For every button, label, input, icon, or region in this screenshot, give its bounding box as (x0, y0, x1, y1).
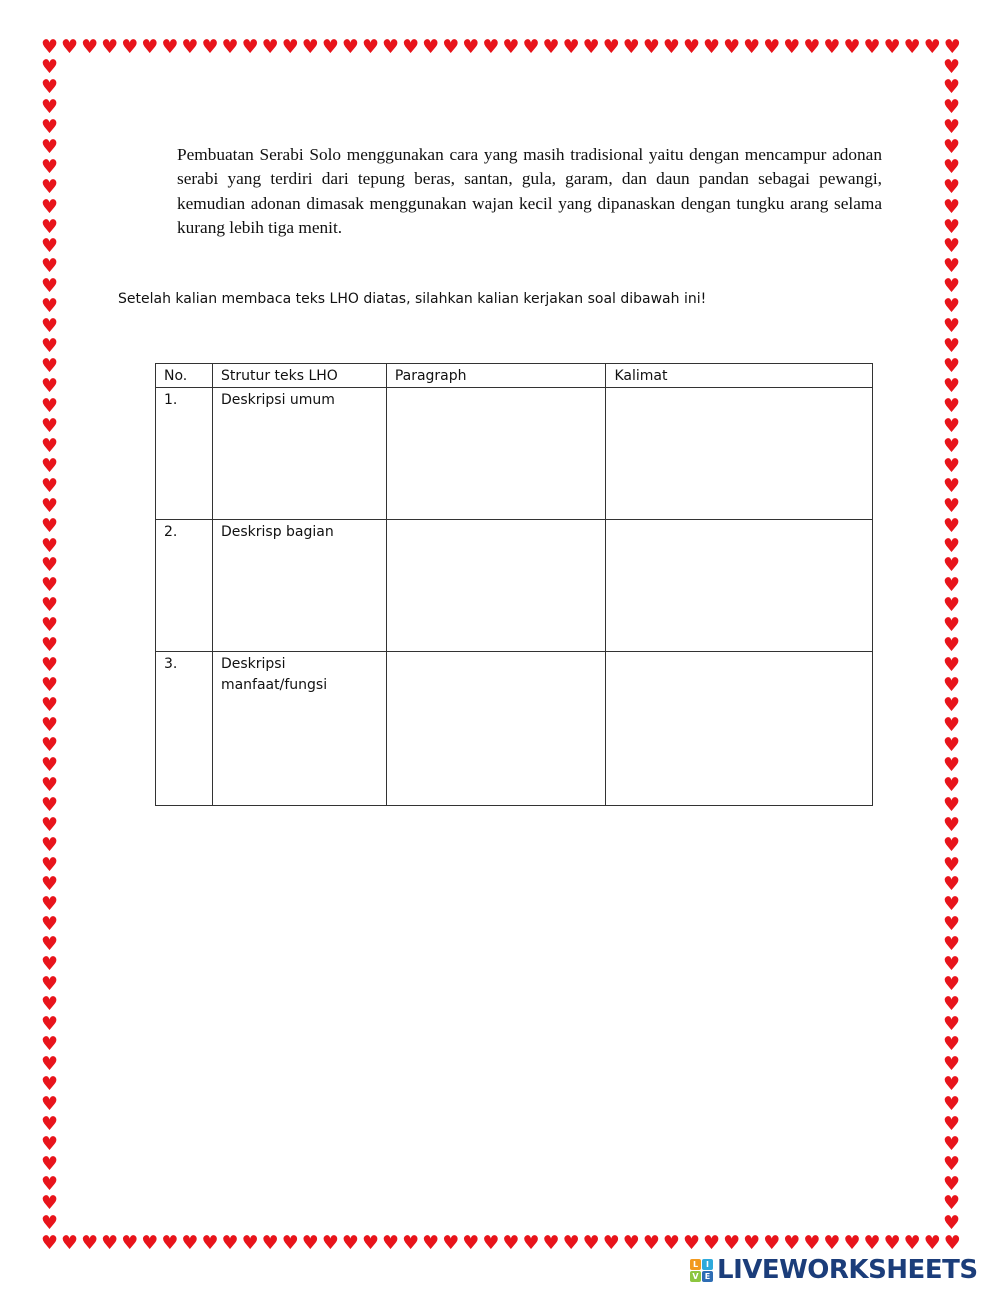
heart-icon: ♥ (422, 1232, 440, 1254)
heart-icon: ♥ (442, 1232, 460, 1254)
heart-icon: ♥ (522, 36, 540, 58)
heart-icon: ♥ (942, 494, 961, 517)
heart-icon: ♥ (462, 36, 480, 58)
heart-icon: ♥ (40, 355, 59, 378)
heart-icon: ♥ (942, 594, 961, 617)
heart-icon: ♥ (942, 235, 961, 258)
logo-tile: L (690, 1259, 701, 1270)
heart-icon: ♥ (763, 1232, 781, 1254)
heart-icon: ♥ (942, 215, 961, 238)
heart-icon: ♥ (40, 95, 59, 118)
heart-icon: ♥ (942, 135, 961, 158)
heart-icon: ♥ (942, 1092, 961, 1115)
answer-cell-paragraph[interactable] (386, 652, 606, 806)
heart-icon: ♥ (942, 414, 961, 437)
heart-icon: ♥ (40, 1112, 59, 1135)
heart-icon: ♥ (942, 833, 961, 856)
heart-icon: ♥ (502, 1232, 520, 1254)
heart-icon: ♥ (40, 953, 59, 976)
table-row (156, 520, 873, 652)
heart-icon: ♥ (141, 1232, 159, 1254)
heart-icon: ♥ (803, 1232, 821, 1254)
heart-icon: ♥ (923, 1232, 941, 1254)
heart-icon: ♥ (40, 135, 59, 158)
heart-icon: ♥ (40, 893, 59, 916)
heart-icon: ♥ (40, 1232, 59, 1254)
heart-icon: ♥ (542, 1232, 560, 1254)
heart-icon: ♥ (40, 1152, 59, 1175)
heart-icon: ♥ (942, 993, 961, 1016)
heart-icon: ♥ (301, 1232, 319, 1254)
heart-icon: ♥ (903, 36, 921, 58)
logo-tile: I (702, 1259, 713, 1270)
heart-icon: ♥ (942, 355, 961, 378)
lho-structure-table (155, 363, 873, 806)
heart-icon: ♥ (482, 36, 500, 58)
heart-icon: ♥ (40, 873, 59, 896)
heart-icon: ♥ (40, 753, 59, 776)
heart-icon: ♥ (942, 195, 961, 218)
heart-icon: ♥ (201, 36, 219, 58)
answer-cell-sentence[interactable] (606, 388, 873, 520)
heart-icon: ♥ (40, 155, 59, 178)
heart-icon: ♥ (101, 1232, 119, 1254)
heart-icon: ♥ (942, 634, 961, 657)
header-paragraph: Paragraph (386, 364, 606, 388)
heart-icon: ♥ (40, 554, 59, 577)
heart-icon: ♥ (942, 713, 961, 736)
heart-icon: ♥ (682, 36, 701, 58)
heart-icon: ♥ (883, 36, 901, 58)
answer-cell-paragraph[interactable] (386, 520, 606, 652)
row-number: 1. (156, 388, 213, 520)
heart-icon: ♥ (942, 813, 961, 836)
header-sentence: Kalimat (606, 364, 873, 388)
heart-icon: ♥ (662, 36, 680, 58)
heart-icon: ♥ (40, 1072, 59, 1095)
heart-icon: ♥ (341, 1232, 359, 1254)
heart-icon: ♥ (241, 36, 259, 58)
heart-icon: ♥ (682, 1232, 701, 1254)
heart-icon: ♥ (40, 1192, 59, 1215)
heart-icon: ♥ (942, 913, 961, 936)
heart-icon: ♥ (942, 434, 961, 457)
heart-icon: ♥ (942, 853, 961, 876)
heart-icon: ♥ (101, 36, 119, 58)
heart-icon: ♥ (602, 1232, 620, 1254)
heart-icon: ♥ (942, 1112, 961, 1135)
heart-icon: ♥ (181, 36, 199, 58)
logo-text: LIVEWORKSHEETS (717, 1255, 978, 1285)
header-no: No. (156, 364, 213, 388)
heart-icon: ♥ (221, 36, 239, 58)
heart-icon: ♥ (942, 295, 961, 318)
heart-icon: ♥ (40, 933, 59, 956)
heart-border-top (40, 38, 962, 58)
heart-icon: ♥ (942, 375, 961, 397)
heart-border-left (40, 58, 60, 1234)
heart-icon: ♥ (942, 733, 961, 756)
heart-icon: ♥ (161, 1232, 179, 1254)
heart-icon: ♥ (843, 36, 861, 58)
heart-icon: ♥ (40, 853, 59, 876)
heart-icon: ♥ (942, 1172, 961, 1195)
heart-icon: ♥ (942, 335, 961, 358)
heart-icon: ♥ (562, 1232, 580, 1254)
heart-icon: ♥ (883, 1232, 901, 1254)
heart-icon: ♥ (40, 235, 59, 258)
heart-icon: ♥ (942, 1013, 961, 1035)
logo-tile: V (690, 1271, 701, 1282)
heart-icon: ♥ (181, 1232, 199, 1254)
heart-icon: ♥ (40, 175, 59, 198)
heart-icon: ♥ (361, 1232, 380, 1254)
heart-icon: ♥ (942, 1052, 961, 1075)
heart-icon: ♥ (40, 1172, 59, 1195)
heart-icon: ♥ (582, 1232, 600, 1254)
heart-icon: ♥ (942, 1192, 961, 1215)
heart-icon: ♥ (40, 394, 59, 417)
heart-icon: ♥ (763, 36, 781, 58)
heart-icon: ♥ (942, 315, 961, 338)
liveworksheets-logo (690, 1253, 978, 1287)
heart-icon: ♥ (40, 315, 59, 338)
row-structure: Deskrisp bagian (212, 520, 386, 652)
heart-icon: ♥ (161, 36, 179, 58)
heart-icon: ♥ (942, 454, 961, 477)
heart-icon: ♥ (942, 574, 961, 597)
heart-icon: ♥ (943, 36, 961, 58)
row-number: 3. (156, 652, 213, 806)
heart-icon: ♥ (40, 534, 59, 557)
heart-icon: ♥ (40, 275, 59, 298)
heart-icon: ♥ (843, 1232, 861, 1254)
heart-icon: ♥ (40, 414, 59, 437)
heart-icon: ♥ (81, 36, 99, 58)
heart-icon: ♥ (522, 1232, 540, 1254)
heart-icon: ♥ (642, 36, 660, 58)
heart-icon: ♥ (382, 36, 400, 58)
heart-icon: ♥ (942, 95, 961, 118)
heart-icon: ♥ (622, 1232, 640, 1254)
heart-icon: ♥ (823, 1232, 841, 1254)
heart-icon: ♥ (723, 1232, 741, 1254)
heart-icon: ♥ (942, 56, 961, 78)
heart-icon: ♥ (942, 1212, 961, 1235)
heart-icon: ♥ (40, 474, 59, 497)
heart-icon: ♥ (261, 36, 279, 58)
heart-icon: ♥ (562, 36, 580, 58)
heart-icon: ♥ (942, 1132, 961, 1155)
heart-icon: ♥ (542, 36, 560, 58)
logo-icon (690, 1259, 713, 1282)
heart-icon: ♥ (40, 1052, 59, 1075)
heart-icon: ♥ (40, 1092, 59, 1115)
heart-icon: ♥ (942, 933, 961, 956)
heart-icon: ♥ (281, 36, 299, 58)
heart-icon: ♥ (40, 614, 59, 637)
heart-icon: ♥ (40, 494, 59, 517)
heart-icon: ♥ (341, 36, 359, 58)
heart-icon: ♥ (462, 1232, 480, 1254)
heart-icon: ♥ (942, 474, 961, 497)
heart-icon: ♥ (40, 295, 59, 318)
heart-icon: ♥ (40, 813, 59, 836)
heart-icon: ♥ (942, 255, 961, 278)
heart-icon: ♥ (40, 1032, 59, 1055)
heart-icon: ♥ (942, 534, 961, 557)
heart-icon: ♥ (40, 654, 59, 677)
heart-icon: ♥ (662, 1232, 680, 1254)
heart-icon: ♥ (40, 75, 59, 98)
heart-border-right (942, 58, 962, 1234)
heart-icon: ♥ (642, 1232, 660, 1254)
heart-icon: ♥ (723, 36, 741, 58)
heart-icon: ♥ (823, 36, 841, 58)
heart-icon: ♥ (40, 195, 59, 218)
heart-icon: ♥ (40, 913, 59, 936)
heart-icon: ♥ (201, 1232, 219, 1254)
heart-icon: ♥ (40, 115, 59, 138)
heart-icon: ♥ (402, 1232, 420, 1254)
heart-icon: ♥ (442, 36, 460, 58)
heart-icon: ♥ (942, 175, 961, 198)
heart-icon: ♥ (942, 873, 961, 896)
heart-icon: ♥ (783, 36, 801, 58)
heart-icon: ♥ (81, 1232, 99, 1254)
heart-icon: ♥ (40, 1013, 59, 1035)
heart-icon: ♥ (942, 155, 961, 178)
heart-icon: ♥ (942, 1152, 961, 1175)
heart-icon: ♥ (40, 1132, 59, 1155)
heart-icon: ♥ (622, 36, 640, 58)
heart-icon: ♥ (281, 1232, 299, 1254)
heart-icon: ♥ (942, 773, 961, 796)
heart-icon: ♥ (40, 674, 59, 697)
heart-icon: ♥ (361, 36, 380, 58)
heart-icon: ♥ (863, 1232, 881, 1254)
heart-icon: ♥ (321, 36, 339, 58)
heart-icon: ♥ (942, 753, 961, 776)
heart-icon: ♥ (942, 75, 961, 98)
heart-icon: ♥ (942, 275, 961, 298)
heart-icon: ♥ (803, 36, 821, 58)
heart-icon: ♥ (482, 1232, 500, 1254)
heart-icon: ♥ (703, 1232, 721, 1254)
heart-icon: ♥ (942, 694, 961, 716)
heart-icon: ♥ (40, 694, 59, 716)
heart-icon: ♥ (40, 713, 59, 736)
heart-icon: ♥ (382, 1232, 400, 1254)
heart-icon: ♥ (40, 335, 59, 358)
heart-icon: ♥ (942, 674, 961, 697)
heart-icon: ♥ (40, 36, 59, 58)
heart-icon: ♥ (261, 1232, 279, 1254)
heart-icon: ♥ (40, 993, 59, 1016)
heart-icon: ♥ (301, 36, 319, 58)
heart-icon: ♥ (321, 1232, 339, 1254)
heart-icon: ♥ (40, 574, 59, 597)
heart-icon: ♥ (40, 634, 59, 657)
heart-icon: ♥ (40, 833, 59, 856)
heart-icon: ♥ (502, 36, 520, 58)
row-structure: Deskripsi manfaat/fungsi (212, 652, 386, 806)
heart-icon: ♥ (783, 1232, 801, 1254)
heart-icon: ♥ (40, 733, 59, 756)
heart-icon: ♥ (942, 654, 961, 677)
heart-icon: ♥ (942, 614, 961, 637)
heart-icon: ♥ (422, 36, 440, 58)
heart-icon: ♥ (61, 36, 79, 58)
logo-tile: E (702, 1271, 713, 1282)
heart-icon: ♥ (40, 793, 59, 816)
heart-icon: ♥ (923, 36, 941, 58)
answer-cell-sentence[interactable] (606, 520, 873, 652)
heart-icon: ♥ (942, 554, 961, 577)
heart-icon: ♥ (743, 36, 761, 58)
table-row (156, 652, 873, 806)
heart-icon: ♥ (221, 1232, 239, 1254)
instruction-text: Setelah kalian membaca teks LHO diatas, silahkan kalian kerjakan soal dibawah ini! (118, 291, 707, 307)
heart-icon: ♥ (942, 394, 961, 417)
heart-icon: ♥ (942, 953, 961, 976)
heart-icon: ♥ (40, 255, 59, 278)
heart-icon: ♥ (863, 36, 881, 58)
intro-paragraph: Pembuatan Serabi Solo menggunakan cara yang masih tradisional yaitu dengan mencampur adonan serabi yang terdiri dari tepung beras, santan, gula, garam, dan daun pandan sebagai pewangi, kemudian adonan dimasak menggunakan wajan kecil yang dipanaskan dengan tungku arang selama kurang lebih tiga menit. (177, 145, 882, 237)
header-structure: Strutur teks LHO (212, 364, 386, 388)
heart-icon: ♥ (942, 793, 961, 816)
answer-cell-paragraph[interactable] (386, 388, 606, 520)
heart-icon: ♥ (40, 375, 59, 397)
heart-icon: ♥ (942, 115, 961, 138)
heart-icon: ♥ (942, 973, 961, 996)
heart-icon: ♥ (942, 893, 961, 916)
heart-icon: ♥ (903, 1232, 921, 1254)
heart-icon: ♥ (602, 36, 620, 58)
row-structure: Deskripsi umum (212, 388, 386, 520)
heart-icon: ♥ (582, 36, 600, 58)
heart-icon: ♥ (942, 1072, 961, 1095)
heart-icon: ♥ (40, 215, 59, 238)
heart-icon: ♥ (141, 36, 159, 58)
heart-icon: ♥ (942, 1032, 961, 1055)
heart-icon: ♥ (241, 1232, 259, 1254)
heart-icon: ♥ (61, 1232, 79, 1254)
heart-icon: ♥ (40, 1212, 59, 1235)
heart-border-bottom (40, 1234, 962, 1254)
heart-icon: ♥ (40, 773, 59, 796)
heart-icon: ♥ (703, 36, 721, 58)
heart-icon: ♥ (40, 514, 59, 537)
heart-icon: ♥ (40, 973, 59, 996)
heart-icon: ♥ (40, 454, 59, 477)
heart-icon: ♥ (743, 1232, 761, 1254)
heart-icon: ♥ (40, 594, 59, 617)
table-row (156, 388, 873, 520)
heart-icon: ♥ (121, 1232, 139, 1254)
answer-cell-sentence[interactable] (606, 652, 873, 806)
heart-icon: ♥ (40, 434, 59, 457)
table-header-row (156, 364, 873, 388)
heart-icon: ♥ (121, 36, 139, 58)
heart-icon: ♥ (402, 36, 420, 58)
heart-icon: ♥ (40, 56, 59, 78)
heart-icon: ♥ (942, 514, 961, 537)
row-number: 2. (156, 520, 213, 652)
heart-icon: ♥ (943, 1232, 961, 1254)
